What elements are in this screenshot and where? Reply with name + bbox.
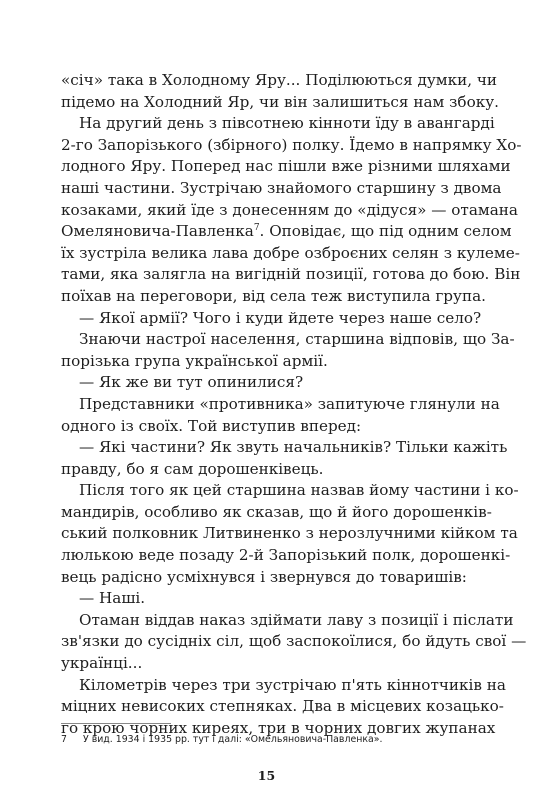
text-line: — Які частини? Як звуть начальників? Тільки кажіть (79, 438, 508, 457)
page-number: 15 (257, 768, 276, 783)
text-line: порізька група української армії. (61, 351, 328, 370)
text-line: тами, яка залягла на вигідній позиції, готова до бою. Він (61, 265, 521, 284)
text-line: «січ» така в Холодному Яру... Поділюються думки, чи (61, 71, 498, 89)
text-line: На другий день з півсотнею кінноти їду в авангарді (79, 114, 495, 133)
text-line: Після того як цей старшина назвав йому частини і ко- (79, 481, 519, 500)
text-line: Знаючи настрої населення, старшина відповів, що За- (79, 330, 515, 349)
text-line: Кілометрів через три зустрічаю п'ять кіннотчиків на (79, 675, 506, 694)
footnote-text: У вид. 1934 і 1935 рр. тут і далі: «Омельяновича-Павленка». (83, 734, 383, 745)
text-line: — Як же ви тут опинилися? (79, 373, 304, 392)
text-line: Представники «противника» запитуюче глянули на (79, 394, 500, 413)
text-line: козаками, який їде з донесенням до «дідуся» — отамана (61, 200, 518, 219)
text-line: поїхав на переговори, від села теж виступила група. (61, 286, 486, 305)
text-line: го крою чорних киреях, три в чорних довгих жупанах (61, 718, 496, 737)
text-line: мандирів, особливо як сказав, що й його дорошенків- (61, 502, 492, 521)
text-line: лодного Яру. Поперед нас пішли вже різними шляхами (61, 157, 511, 176)
text-line: правду, бо я сам дорошенківець. (61, 459, 324, 478)
text-line: люлькою веде позаду 2-й Запорізький полк, дорошенкі- (61, 546, 511, 565)
footnote-number: 7 (61, 734, 67, 745)
text-line: їх зустріла велика лава добре озброєних селян з кулеме- (61, 243, 520, 262)
text-line: Отаман віддав наказ здіймати лаву з позиції і післати (79, 610, 514, 629)
text-line-part: . Оповідає, що під одним селом (259, 222, 512, 241)
text-line: українці... (61, 654, 143, 673)
text-line-part: Омеляновича-Павленка (61, 222, 254, 241)
footnote-divider (61, 723, 171, 724)
footnote-reference[interactable]: 7 (253, 223, 260, 234)
text-line: ський полковник Литвиненко з нерозлучними кійком та (61, 524, 518, 543)
text-line: вець радісно усміхнувся і звернувся до товаришів: (61, 567, 467, 586)
text-line: — Якої армії? Чого і куди йдете через наше село? (79, 308, 482, 327)
text-line (61, 221, 512, 243)
text-line: зв'язки до сусідніх сіл, щоб заспокоїлися, бо йдуть свої — (61, 632, 527, 651)
text-line: міцних невисоких степняках. Два в місцевих козацько- (61, 697, 504, 716)
text-line: 2-го Запорізького (збірного) полку. Їдемо в напрямку Хо- (61, 135, 522, 154)
text-line: наші частини. Зустрічаю знайомого старшину з двома (61, 178, 502, 197)
text-line: — Наші. (79, 589, 146, 608)
body-text (61, 70, 527, 739)
text-line: підемо на Холодний Яр, чи він залишиться нам збоку. (61, 92, 499, 111)
footnote (61, 734, 481, 746)
text-line: одного із своїх. Той виступив вперед: (61, 416, 362, 435)
